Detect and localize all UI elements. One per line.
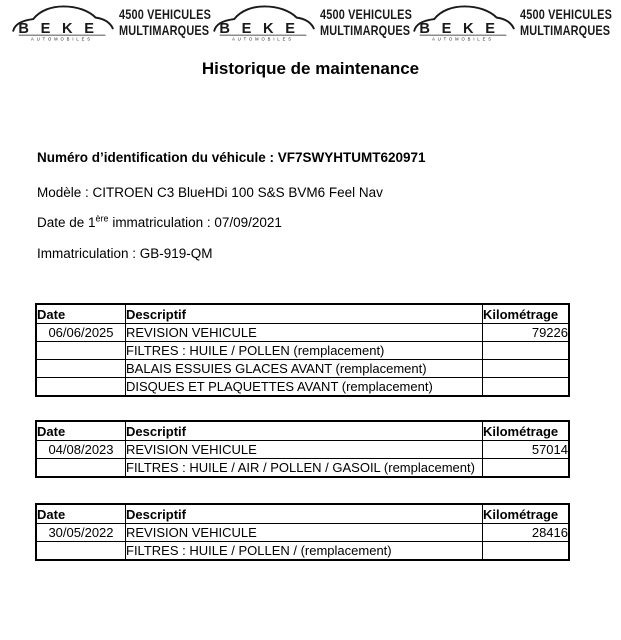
tagline-line1: 4500 VEHICULES — [119, 5, 212, 22]
date-cell — [36, 342, 126, 360]
date-cell: 04/08/2023 — [36, 441, 126, 459]
column-header-descriptif: Descriptif — [126, 304, 483, 324]
table-row — [36, 378, 569, 397]
column-header-kilometrage: Kilométrage — [483, 504, 570, 524]
table-row — [36, 342, 569, 360]
kilometrage-cell — [483, 459, 570, 478]
tagline-line1: 4500 VEHICULES — [319, 5, 412, 22]
model-line: Modèle : CITROEN C3 BlueHDi 100 S&S BVM6 Feel Nav — [37, 185, 383, 200]
descriptif-cell: FILTRES : HUILE / AIR / POLLEN / GASOIL (remplacement) — [126, 459, 483, 478]
date-cell — [36, 378, 126, 397]
kilometrage-cell — [483, 378, 570, 397]
page-title: Historique de maintenance — [201, 59, 420, 78]
column-header-descriptif: Descriptif — [126, 504, 483, 524]
descriptif-cell: BALAIS ESSUIES GLACES AVANT (remplacement) — [126, 360, 483, 378]
kilometrage-cell: 28416 — [483, 524, 570, 542]
column-header-date: Date — [36, 504, 126, 524]
column-header-date: Date — [36, 421, 126, 441]
beke-automobiles-logo-icon — [412, 3, 516, 42]
date-cell: 30/05/2022 — [36, 524, 126, 542]
column-header-kilometrage: Kilométrage — [483, 421, 570, 441]
maintenance-table — [35, 303, 570, 397]
tagline-line2: MULTIMARQUES — [319, 21, 410, 38]
descriptif-cell: FILTRES : HUILE / POLLEN / (remplacement) — [126, 542, 483, 561]
brand-sub: AUTOMOBILES — [31, 36, 93, 42]
tagline-line2: MULTIMARQUES — [119, 21, 210, 38]
brand-sub: AUTOMOBILES — [432, 36, 494, 42]
descriptif-cell: FILTRES : HUILE / POLLEN (remplacement) — [126, 342, 483, 360]
first-registration-line — [37, 215, 282, 230]
beke-automobiles-logo-icon — [212, 3, 316, 42]
brand-group-2 — [212, 3, 410, 42]
first-registration-prefix: Date de 1 — [37, 215, 96, 230]
maintenance-table — [35, 420, 570, 478]
table-row — [36, 324, 569, 342]
maintenance-table-2025 — [35, 303, 570, 397]
column-header-kilometrage: Kilométrage — [483, 304, 570, 324]
tagline-line2: MULTIMARQUES — [520, 21, 611, 38]
vin-line: Numéro d’identification du véhicule : VF7SWYHTUMT620971 — [37, 150, 426, 165]
beke-automobiles-logo-icon — [11, 3, 115, 42]
table-row — [36, 524, 569, 542]
table-header-row — [36, 421, 569, 441]
table-row — [36, 459, 569, 478]
first-registration-sup: ère — [95, 213, 109, 224]
kilometrage-cell — [483, 342, 570, 360]
maintenance-table-2023 — [35, 420, 570, 478]
first-registration-suffix: immatriculation : 07/09/2021 — [108, 215, 282, 230]
maintenance-table-2022 — [35, 503, 570, 561]
tagline-line1: 4500 VEHICULES — [520, 5, 613, 22]
brand-group-1 — [11, 3, 212, 42]
registration-line: Immatriculation : GB-919-QM — [37, 246, 213, 261]
brand-name: BEKE — [419, 21, 507, 38]
column-header-date: Date — [36, 304, 126, 324]
tagline — [520, 5, 613, 38]
brand-name: BEKE — [218, 21, 307, 38]
table-header-row — [36, 504, 569, 524]
kilometrage-cell — [483, 542, 570, 561]
descriptif-cell: REVISION VEHICULE — [126, 441, 483, 459]
table-row — [36, 542, 569, 561]
descriptif-cell: DISQUES ET PLAQUETTES AVANT (remplacement) — [126, 378, 483, 397]
descriptif-cell: REVISION VEHICULE — [126, 324, 483, 342]
brand-name: BEKE — [18, 21, 106, 38]
brand-sub: AUTOMOBILES — [231, 36, 294, 42]
brand-group-3 — [412, 3, 613, 42]
date-cell — [36, 360, 126, 378]
maintenance-table — [35, 503, 570, 561]
brand-header — [11, 3, 613, 42]
descriptif-cell: REVISION VEHICULE — [126, 524, 483, 542]
table-row — [36, 441, 569, 459]
table-header-row — [36, 304, 569, 324]
date-cell — [36, 542, 126, 561]
table-row — [36, 360, 569, 378]
kilometrage-cell: 79226 — [483, 324, 570, 342]
date-cell: 06/06/2025 — [36, 324, 126, 342]
kilometrage-cell — [483, 360, 570, 378]
tagline — [320, 7, 410, 38]
date-cell — [36, 459, 126, 478]
tagline — [119, 5, 212, 38]
column-header-descriptif: Descriptif — [126, 421, 483, 441]
kilometrage-cell: 57014 — [483, 441, 570, 459]
